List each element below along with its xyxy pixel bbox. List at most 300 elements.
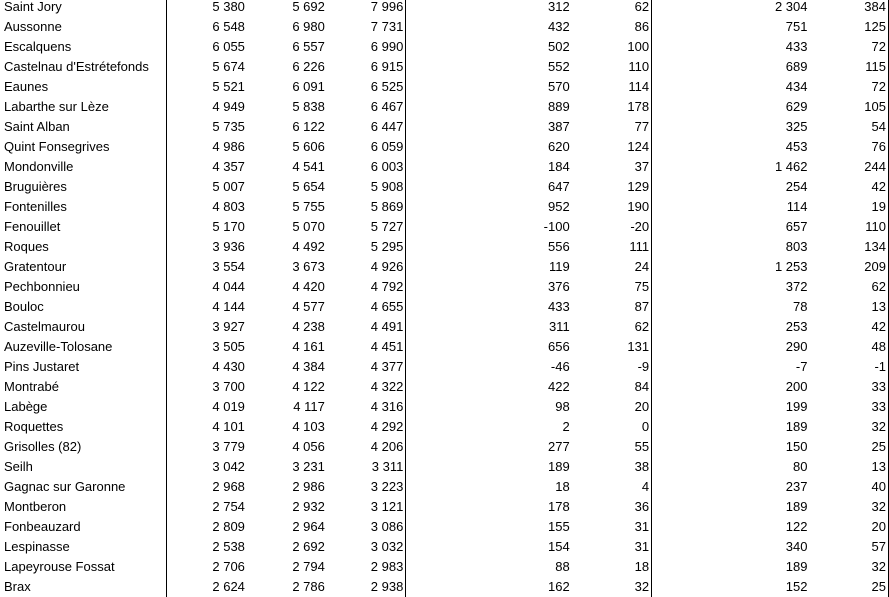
cell-pop-3: 3 032: [327, 537, 406, 557]
cell-pop-1: 4 357: [212, 159, 245, 174]
cell-change-1: 570: [547, 79, 570, 94]
cell-pop-2: 5 654: [292, 179, 325, 194]
cell-pop-3: 6 059: [327, 137, 406, 157]
spacer-cell: [652, 457, 739, 477]
commune-name: Saint Alban: [0, 117, 167, 137]
cell-pop-1: 5 007: [212, 179, 245, 194]
cell-pop-1: 5 521: [212, 79, 245, 94]
spacer-cell: [652, 257, 739, 277]
cell-annual-2: 62: [809, 277, 888, 297]
commune-name: Pechbonnieu: [0, 277, 167, 297]
cell-pop-2: 2 786: [292, 579, 325, 594]
commune-name: Roques: [0, 237, 167, 257]
cell-change-2: 433: [785, 39, 808, 54]
cell-change-1: 162: [547, 579, 570, 594]
commune-name: Lapeyrouse Fossat: [0, 557, 167, 577]
cell-annual-1: 75: [572, 277, 652, 297]
spacer-cell: [406, 297, 486, 317]
cell-change-1: 18: [555, 479, 570, 494]
cell-pop-2: 4 420: [292, 279, 325, 294]
spacer-cell: [406, 457, 486, 477]
cell-pop-2: 3 673: [292, 259, 325, 274]
cell-pop-2: 5 692: [292, 0, 325, 14]
table-row: [0, 397, 889, 417]
cell-annual-2: 32: [809, 557, 888, 577]
spacer-cell: [406, 517, 486, 537]
cell-pop-3: 5 869: [327, 197, 406, 217]
cell-pop-3: 7 731: [327, 17, 406, 37]
cell-pop-3: 4 451: [327, 337, 406, 357]
cell-pop-1: 3 505: [212, 339, 245, 354]
cell-pop-1: 4 949: [212, 99, 245, 114]
cell-pop-2: 4 117: [293, 399, 325, 414]
commune-name: Lespinasse: [0, 537, 167, 557]
cell-pop-2: 5 838: [292, 99, 325, 114]
table-row: [0, 17, 889, 37]
cell-change-2: 150: [785, 439, 808, 454]
table-row: [0, 137, 889, 157]
spacer-cell: [406, 57, 486, 77]
spacer-cell: [406, 257, 486, 277]
cell-change-2: 237: [785, 479, 808, 494]
cell-annual-1: 190: [572, 197, 652, 217]
cell-change-2: 434: [785, 79, 808, 94]
cell-pop-3: 3 086: [327, 517, 406, 537]
cell-annual-1: 38: [572, 457, 652, 477]
spacer-cell: [652, 357, 739, 377]
commune-name: Aussonne: [0, 17, 167, 37]
spacer-cell: [652, 437, 739, 457]
cell-pop-1: 6 055: [212, 39, 245, 54]
spacer-cell: [652, 297, 739, 317]
commune-name: Montrabé: [0, 377, 167, 397]
cell-pop-2: 2 692: [292, 539, 325, 554]
cell-annual-1: 62: [572, 317, 652, 337]
cell-pop-2: 3 231: [292, 459, 325, 474]
cell-change-2: 1 253: [774, 259, 808, 274]
cell-annual-1: 100: [572, 37, 652, 57]
cell-annual-2: 115: [809, 57, 888, 77]
spacer-cell: [652, 317, 739, 337]
commune-name: Gagnac sur Garonne: [0, 477, 167, 497]
table-row: [0, 117, 889, 137]
cell-change-1: 952: [547, 199, 570, 214]
spacer-cell: [406, 497, 486, 517]
cell-change-2: 803: [785, 239, 808, 254]
spacer-cell: [652, 517, 739, 537]
table-row: [0, 277, 889, 297]
spacer-cell: [406, 0, 486, 17]
cell-change-1: 277: [547, 439, 570, 454]
cell-annual-2: 32: [809, 417, 888, 437]
commune-name: Gratentour: [0, 257, 167, 277]
spacer-cell: [406, 377, 486, 397]
spacer-cell: [652, 57, 739, 77]
spacer-cell: [652, 137, 739, 157]
cell-change-1: 502: [547, 39, 570, 54]
cell-annual-2: 25: [809, 437, 888, 457]
cell-change-1: -46: [550, 359, 570, 374]
cell-pop-3: 7 996: [327, 0, 406, 17]
cell-pop-1: 4 019: [212, 399, 245, 414]
cell-change-1: 184: [547, 159, 570, 174]
cell-annual-2: 48: [809, 337, 888, 357]
cell-change-1: 154: [547, 539, 570, 554]
cell-change-1: 189: [547, 459, 570, 474]
commune-name: Pins Justaret: [0, 357, 167, 377]
spacer-cell: [406, 417, 486, 437]
cell-annual-2: 33: [809, 397, 888, 417]
cell-change-1: 556: [547, 239, 570, 254]
spacer-cell: [406, 37, 486, 57]
cell-annual-2: 54: [809, 117, 888, 137]
cell-pop-2: 5 755: [292, 199, 325, 214]
cell-pop-2: 5 070: [292, 219, 325, 234]
cell-annual-1: 31: [572, 517, 652, 537]
cell-change-1: 432: [547, 19, 570, 34]
cell-pop-3: 6 525: [327, 77, 406, 97]
commune-name: Castelmaurou: [0, 317, 167, 337]
cell-change-1: 433: [547, 299, 570, 314]
cell-annual-1: 37: [572, 157, 652, 177]
cell-annual-2: 42: [809, 317, 888, 337]
cell-pop-1: 3 042: [212, 459, 245, 474]
table-row: [0, 57, 889, 77]
cell-pop-2: 2 794: [292, 559, 325, 574]
spacer-cell: [406, 317, 486, 337]
commune-name: Fontenilles: [0, 197, 167, 217]
commune-name: Quint Fonsegrives: [0, 137, 167, 157]
cell-change-2: 114: [786, 199, 808, 214]
cell-pop-3: 6 915: [327, 57, 406, 77]
cell-annual-1: 110: [572, 57, 652, 77]
spacer-cell: [652, 197, 739, 217]
commune-name: Brax: [0, 577, 167, 597]
cell-annual-1: 84: [572, 377, 652, 397]
cell-pop-1: 2 538: [212, 539, 245, 554]
cell-annual-2: 19: [809, 197, 888, 217]
cell-change-2: 253: [785, 319, 808, 334]
spacer-cell: [406, 557, 486, 577]
spacer-cell: [652, 117, 739, 137]
table-row: [0, 517, 889, 537]
cell-annual-1: 62: [572, 0, 652, 17]
cell-pop-2: 4 492: [292, 239, 325, 254]
cell-change-2: 254: [785, 179, 808, 194]
spacer-cell: [652, 337, 739, 357]
table-row: [0, 537, 889, 557]
cell-change-1: 620: [547, 139, 570, 154]
commune-name: Labarthe sur Lèze: [0, 97, 167, 117]
cell-pop-3: 3 311: [327, 457, 406, 477]
cell-change-2: 751: [785, 19, 808, 34]
table-row: [0, 257, 889, 277]
cell-annual-1: 87: [572, 297, 652, 317]
cell-pop-1: 6 548: [212, 19, 245, 34]
cell-change-2: 453: [785, 139, 808, 154]
spacer-cell: [406, 277, 486, 297]
cell-pop-1: 4 044: [212, 279, 245, 294]
table-row: [0, 37, 889, 57]
spacer-cell: [652, 17, 739, 37]
cell-pop-2: 4 577: [292, 299, 325, 314]
table-row: [0, 317, 889, 337]
cell-annual-2: 42: [809, 177, 888, 197]
spacer-cell: [652, 0, 739, 17]
cell-annual-1: 77: [572, 117, 652, 137]
cell-pop-1: 4 986: [212, 139, 245, 154]
table-row: [0, 0, 889, 17]
cell-pop-2: 4 122: [292, 379, 325, 394]
cell-change-2: 1 462: [774, 159, 808, 174]
cell-pop-1: 5 735: [212, 119, 245, 134]
cell-annual-1: -20: [572, 217, 652, 237]
cell-change-1: 387: [547, 119, 570, 134]
cell-pop-3: 5 908: [327, 177, 406, 197]
spacer-cell: [406, 97, 486, 117]
table-row: [0, 217, 889, 237]
cell-pop-1: 2 968: [212, 479, 245, 494]
cell-change-1: 656: [547, 339, 570, 354]
table-row: [0, 457, 889, 477]
cell-pop-1: 4 144: [212, 299, 245, 314]
cell-pop-2: 2 964: [292, 519, 325, 534]
commune-name: Grisolles (82): [0, 437, 167, 457]
table-row: [0, 77, 889, 97]
spacer-cell: [652, 177, 739, 197]
cell-pop-1: 4 430: [212, 359, 245, 374]
spacer-cell: [652, 97, 739, 117]
cell-annual-2: 110: [809, 217, 888, 237]
table-row: [0, 297, 889, 317]
cell-change-1: 647: [547, 179, 570, 194]
spacer-cell: [406, 397, 486, 417]
cell-change-1: 376: [547, 279, 570, 294]
cell-pop-1: 5 380: [212, 0, 245, 14]
spacer-cell: [406, 337, 486, 357]
cell-pop-3: 6 990: [327, 37, 406, 57]
cell-change-1: 889: [547, 99, 570, 114]
commune-name: Roquettes: [0, 417, 167, 437]
table-row: [0, 157, 889, 177]
cell-pop-3: 3 223: [327, 477, 406, 497]
cell-pop-3: 5 727: [327, 217, 406, 237]
cell-pop-3: 4 926: [327, 257, 406, 277]
cell-pop-3: 5 295: [327, 237, 406, 257]
cell-pop-3: 2 938: [327, 577, 406, 597]
commune-name: Mondonville: [0, 157, 167, 177]
cell-change-1: 88: [555, 559, 570, 574]
cell-pop-2: 6 122: [292, 119, 325, 134]
cell-pop-1: 3 554: [212, 259, 245, 274]
cell-pop-3: 6 467: [327, 97, 406, 117]
cell-change-2: 290: [785, 339, 808, 354]
cell-annual-1: 24: [572, 257, 652, 277]
table-row: [0, 497, 889, 517]
cell-change-2: 122: [785, 519, 808, 534]
cell-change-2: 189: [785, 499, 808, 514]
cell-annual-2: 244: [809, 157, 888, 177]
cell-pop-3: 4 792: [327, 277, 406, 297]
spacer-cell: [406, 77, 486, 97]
cell-pop-3: 4 292: [327, 417, 406, 437]
commune-name: Seilh: [0, 457, 167, 477]
cell-change-1: 98: [555, 399, 570, 414]
cell-change-1: 178: [547, 499, 570, 514]
cell-annual-2: 384: [809, 0, 888, 17]
cell-change-2: 189: [785, 419, 808, 434]
cell-pop-2: 6 980: [292, 19, 325, 34]
cell-pop-2: 2 932: [292, 499, 325, 514]
table-row: [0, 177, 889, 197]
commune-name: Fenouillet: [0, 217, 167, 237]
cell-annual-2: 125: [809, 17, 888, 37]
spacer-cell: [652, 37, 739, 57]
spacer-cell: [652, 497, 739, 517]
spacer-cell: [406, 237, 486, 257]
cell-change-2: 80: [793, 459, 808, 474]
cell-annual-2: 20: [809, 517, 888, 537]
cell-pop-3: 3 121: [327, 497, 406, 517]
cell-annual-1: 86: [572, 17, 652, 37]
cell-change-1: 155: [547, 519, 570, 534]
cell-annual-2: 33: [809, 377, 888, 397]
cell-annual-2: 13: [809, 297, 888, 317]
cell-pop-1: 4 803: [212, 199, 245, 214]
cell-pop-1: 2 754: [212, 499, 245, 514]
commune-name: Castelnau d'Estrétefonds: [0, 57, 167, 77]
cell-pop-2: 4 103: [292, 419, 325, 434]
cell-pop-2: 4 238: [292, 319, 325, 334]
commune-name: Bruguières: [0, 177, 167, 197]
cell-annual-2: 134: [809, 237, 888, 257]
commune-name: Labège: [0, 397, 167, 417]
cell-annual-1: 178: [572, 97, 652, 117]
cell-pop-1: 3 779: [212, 439, 245, 454]
table-row: [0, 477, 889, 497]
cell-change-2: -7: [795, 359, 808, 374]
cell-pop-1: 3 700: [212, 379, 245, 394]
cell-pop-1: 2 706: [212, 559, 245, 574]
cell-pop-3: 4 377: [327, 357, 406, 377]
spacer-cell: [406, 437, 486, 457]
cell-annual-2: 72: [809, 37, 888, 57]
table-row: [0, 197, 889, 217]
cell-annual-1: 114: [572, 77, 652, 97]
table-row: [0, 437, 889, 457]
cell-pop-2: 6 557: [292, 39, 325, 54]
cell-pop-2: 4 541: [292, 159, 325, 174]
commune-name: Montberon: [0, 497, 167, 517]
spacer-cell: [652, 537, 739, 557]
cell-change-1: 119: [548, 259, 570, 274]
cell-change-2: 152: [785, 579, 808, 594]
cell-change-2: 200: [785, 379, 808, 394]
cell-pop-3: 4 491: [327, 317, 406, 337]
cell-pop-2: 5 606: [292, 139, 325, 154]
spacer-cell: [406, 117, 486, 137]
cell-change-2: 689: [785, 59, 808, 74]
cell-annual-1: -9: [572, 357, 652, 377]
cell-annual-2: 72: [809, 77, 888, 97]
cell-pop-3: 6 003: [327, 157, 406, 177]
cell-annual-1: 18: [572, 557, 652, 577]
spacer-cell: [652, 577, 739, 597]
cell-pop-1: 2 624: [212, 579, 245, 594]
cell-pop-2: 2 986: [292, 479, 325, 494]
cell-pop-3: 6 447: [327, 117, 406, 137]
spacer-cell: [406, 17, 486, 37]
commune-name: Fonbeauzard: [0, 517, 167, 537]
spacer-cell: [406, 177, 486, 197]
commune-name: Bouloc: [0, 297, 167, 317]
table-row: [0, 97, 889, 117]
spacer-cell: [406, 217, 486, 237]
commune-name: Eaunes: [0, 77, 167, 97]
cell-annual-1: 36: [572, 497, 652, 517]
cell-annual-1: 55: [572, 437, 652, 457]
cell-change-2: 340: [785, 539, 808, 554]
cell-annual-2: 57: [809, 537, 888, 557]
cell-change-2: 372: [785, 279, 808, 294]
cell-annual-2: 209: [809, 257, 888, 277]
cell-change-2: 199: [785, 399, 808, 414]
cell-annual-1: 32: [572, 577, 652, 597]
cell-annual-2: 32: [809, 497, 888, 517]
spacer-cell: [652, 157, 739, 177]
cell-change-2: 189: [785, 559, 808, 574]
spacer-cell: [652, 237, 739, 257]
cell-change-1: 311: [548, 319, 570, 334]
cell-pop-1: 5 170: [212, 219, 245, 234]
spacer-cell: [652, 557, 739, 577]
spacer-cell: [406, 537, 486, 557]
table-row: [0, 417, 889, 437]
cell-pop-1: 2 809: [212, 519, 245, 534]
cell-change-2: 2 304: [774, 0, 808, 14]
table-row: [0, 337, 889, 357]
cell-change-1: 422: [547, 379, 570, 394]
cell-pop-1: 3 927: [212, 319, 245, 334]
cell-pop-1: 5 674: [212, 59, 245, 74]
spacer-cell: [406, 357, 486, 377]
table-row: [0, 237, 889, 257]
cell-change-1: -100: [543, 219, 570, 234]
table-row: [0, 557, 889, 577]
cell-annual-1: 129: [572, 177, 652, 197]
cell-annual-1: 31: [572, 537, 652, 557]
cell-pop-3: 4 655: [327, 297, 406, 317]
cell-pop-2: 6 091: [292, 79, 325, 94]
spacer-cell: [406, 477, 486, 497]
cell-pop-3: 4 316: [327, 397, 406, 417]
spacer-cell: [406, 137, 486, 157]
spacer-cell: [652, 77, 739, 97]
cell-pop-2: 4 161: [292, 339, 325, 354]
spacer-cell: [406, 157, 486, 177]
cell-change-2: 325: [785, 119, 808, 134]
table-row: [0, 377, 889, 397]
cell-change-2: 629: [785, 99, 808, 114]
cell-annual-2: 76: [809, 137, 888, 157]
spacer-cell: [652, 217, 739, 237]
cell-change-1: 312: [547, 0, 570, 14]
table-row: [0, 577, 889, 597]
cell-annual-2: 25: [809, 577, 888, 597]
spacer-cell: [406, 577, 486, 597]
cell-pop-2: 4 056: [292, 439, 325, 454]
cell-annual-1: 0: [572, 417, 652, 437]
